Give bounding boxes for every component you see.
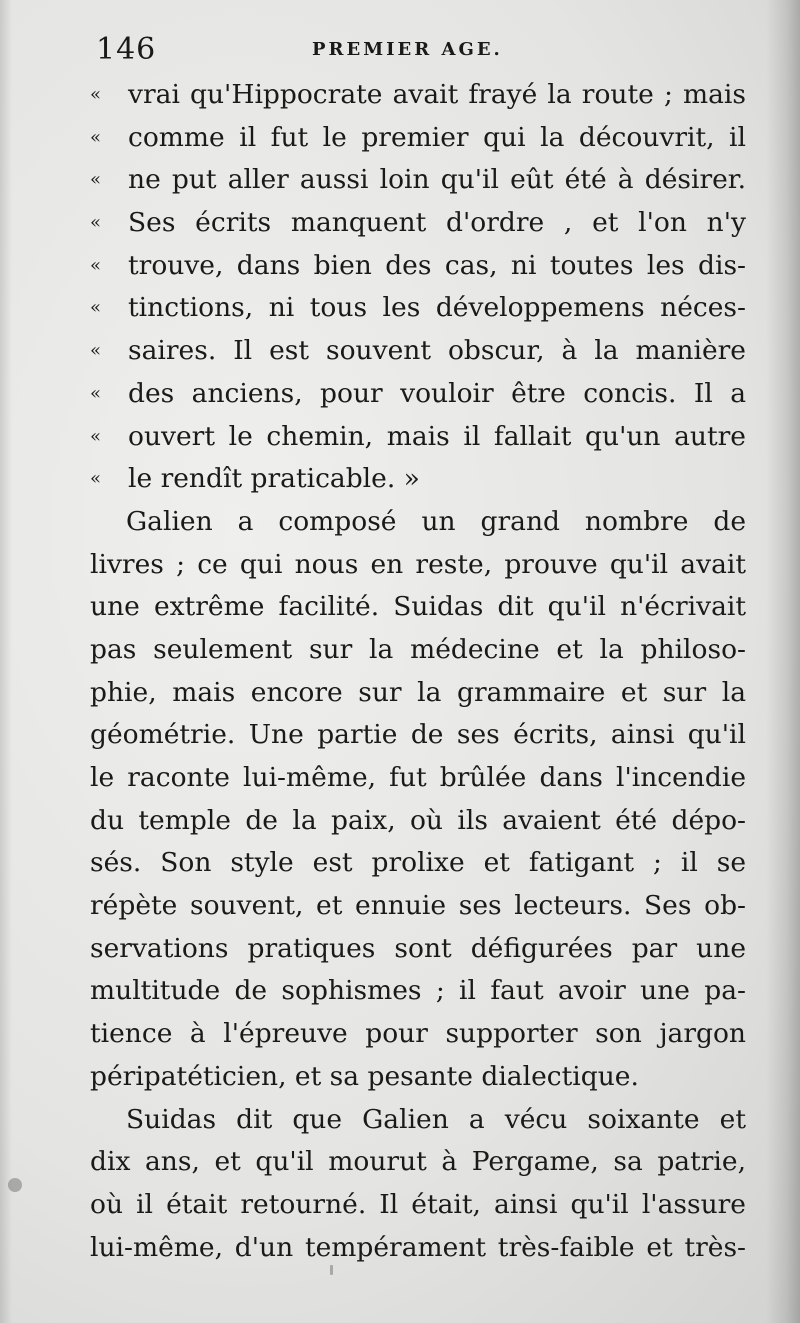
paragraph [90, 1099, 746, 1270]
text-line: Suidas dit que Galien a vécu soixante et [126, 1103, 746, 1135]
quote-mark: « [90, 468, 102, 490]
text-line: géométrie. Une partie de ses écrits, ainsi qu'il [90, 719, 746, 751]
text-line: une extrême facilité. Suidas dit qu'il n'écrivait [90, 591, 746, 623]
quote-mark: « [90, 254, 102, 276]
text-line: le raconte lui-même, fut brûlée dans l'incendie [90, 762, 746, 793]
running-head: PREMIER AGE. [312, 39, 503, 60]
text-line: pas seulement sur la médecine et la philoso- [90, 633, 746, 665]
quoted-line-text: ouvert le chemin, mais il fallait qu'un autre [128, 420, 746, 452]
quoted-line-text: le rendît praticable. » [128, 463, 420, 495]
quote-mark: « [90, 84, 102, 105]
quoted-line [90, 245, 746, 288]
text-line: péripatéticien, et sa pesante dialectique. [90, 1060, 639, 1092]
quoted-line-text: Ses écrits manquent d'ordre , et l'on n'y [128, 207, 746, 239]
paper-speck [8, 1178, 22, 1192]
quoted-line [90, 416, 746, 459]
paragraph [90, 501, 746, 1099]
quotation-block [90, 74, 746, 501]
text-line: où il était retourné. Il était, ainsi qu'il l'assure [90, 1188, 746, 1220]
quoted-line [90, 330, 746, 373]
text-line: du temple de la paix, où ils avaient été dépo- [90, 804, 746, 836]
text-line: lui-même, d'un tempérament très-faible et très- [90, 1231, 746, 1263]
text-line: tience à l'épreuve pour supporter son jargon [90, 1018, 746, 1050]
quote-mark: « [90, 169, 102, 191]
quoted-line-text: trouve, dans bien des cas, ni toutes les dis- [128, 249, 746, 281]
quoted-line-text: tinctions, ni tous les développemens néces- [128, 292, 746, 324]
quote-mark: « [90, 297, 102, 319]
quoted-line [90, 458, 746, 501]
page-edge-shadow-right [766, 0, 800, 1323]
page-text [90, 74, 746, 1269]
page-edge-shadow-left [0, 0, 12, 1323]
text-line: Galien a composé un grand nombre de [126, 505, 746, 537]
text-line: multitude de sophismes ; il faut avoir une pa- [90, 975, 746, 1007]
quoted-line-text: ne put aller aussi loin qu'il eût été à désirer. [128, 164, 746, 196]
quoted-line [90, 74, 746, 117]
quote-mark: « [90, 425, 102, 447]
quote-mark: « [90, 382, 102, 404]
quoted-line-text: vrai qu'Hippocrate avait frayé la route ; mais [128, 79, 746, 110]
quote-mark: « [90, 126, 102, 148]
quote-mark: « [90, 340, 102, 362]
quoted-line-text: des anciens, pour vouloir être concis. Il a [128, 377, 746, 409]
text-line: livres ; ce qui nous en reste, prouve qu'il avait [90, 548, 746, 580]
text-line: sés. Son style est prolixe et fatigant ; il se [90, 847, 746, 879]
quoted-line [90, 159, 746, 202]
paragraphs-block [90, 501, 746, 1269]
text-line: servations pratiques sont défigurées par une [90, 932, 746, 964]
page-number: 146 [96, 32, 157, 67]
quoted-line-text: comme il fut le premier qui la découvrit, il [128, 121, 746, 153]
page-header [96, 30, 756, 70]
quoted-line [90, 287, 746, 330]
quoted-line [90, 373, 746, 416]
text-line: répète souvent, et ennuie ses lecteurs. Ses ob- [90, 890, 746, 922]
text-line: phie, mais encore sur la grammaire et sur la [90, 676, 746, 708]
quoted-line-text: saires. Il est souvent obscur, à la manière [128, 335, 746, 367]
quote-mark: « [90, 212, 102, 234]
quoted-line [90, 202, 746, 245]
text-line: dix ans, et qu'il mourut à Pergame, sa patrie, [90, 1146, 746, 1178]
quoted-line [90, 117, 746, 160]
